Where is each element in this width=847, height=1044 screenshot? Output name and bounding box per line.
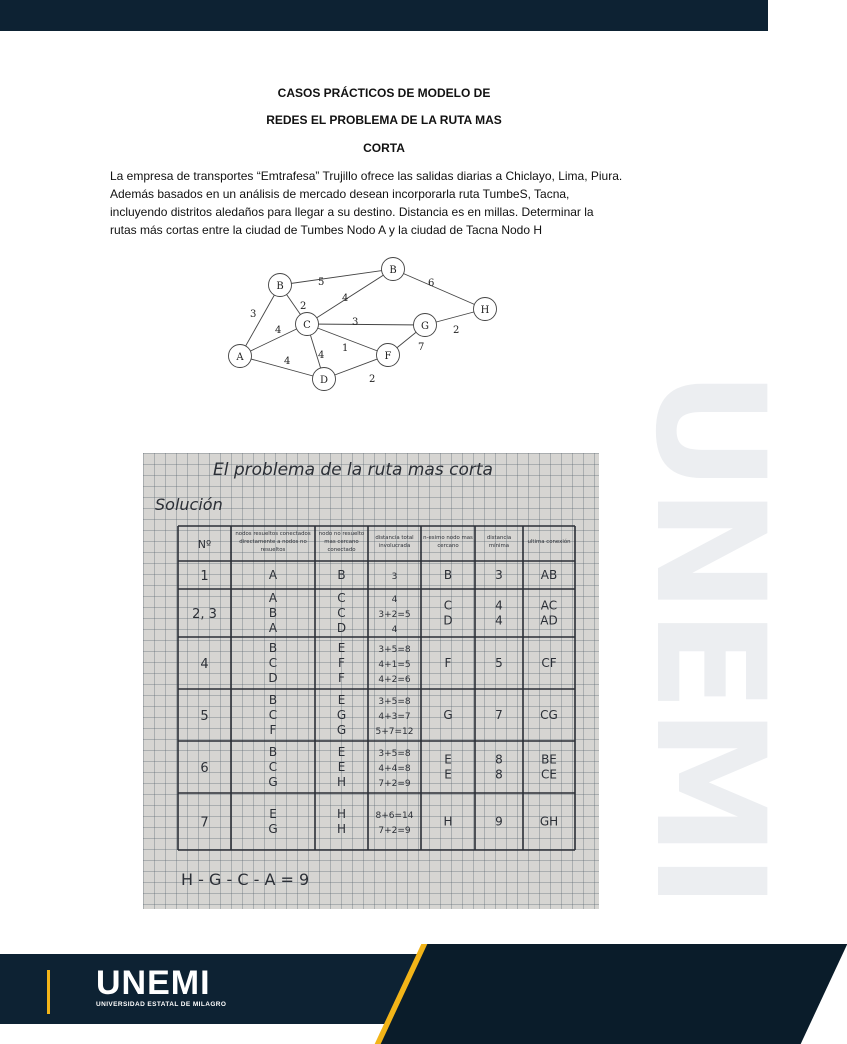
- table-cell: D: [336, 621, 347, 635]
- table-cell: G: [336, 723, 347, 737]
- table-cell: A: [268, 621, 278, 635]
- footer-dark-wedge: [381, 944, 847, 1044]
- table-cell: C: [268, 760, 278, 774]
- statement-line: La empresa de transportes “Emtrafesa” Trujillo ofrece las salidas diarias a Chiclayo, Lima, Piura.: [110, 169, 623, 183]
- table-cell: BE: [541, 752, 557, 767]
- table-header: n-esimo nodo mas cercano: [423, 535, 473, 549]
- table-cell: G: [268, 775, 278, 789]
- handwritten-solution-photo: [143, 453, 599, 909]
- table-cell: 3+2=5: [378, 610, 411, 620]
- table-cell: E: [337, 641, 346, 655]
- table-cell: 7: [495, 708, 503, 722]
- node-label-d: D: [319, 375, 329, 386]
- table-cell: 7+2=9: [378, 779, 411, 789]
- table-cell: C: [268, 708, 278, 722]
- footer-gold-line: [47, 970, 50, 1014]
- top-header-bar: [0, 0, 768, 31]
- table-cell: E: [444, 752, 452, 767]
- table-cell: C: [443, 598, 453, 613]
- table-cell: G: [443, 708, 453, 722]
- table-cell: A: [268, 591, 278, 605]
- table-cell: 4: [200, 657, 209, 672]
- table-cell: 9: [495, 814, 503, 829]
- edge-label: 4: [342, 293, 349, 304]
- unemi-watermark: [622, 370, 796, 910]
- table-cell: F: [269, 723, 277, 737]
- table-cell: B: [443, 568, 453, 582]
- table-cell: E: [269, 807, 277, 821]
- table-cell: CE: [541, 767, 557, 782]
- table-header: nodos resueltos conectados directamente a nodos no resueltos: [235, 531, 311, 553]
- table-cell: F: [444, 656, 452, 670]
- edge-label: 4: [275, 325, 282, 336]
- document-title-line-2: REDES EL PROBLEMA DE LA RUTA MAS: [266, 113, 502, 127]
- table-cell: 4: [495, 598, 503, 613]
- table-cell: 6: [200, 761, 209, 776]
- table-cell: 8+6=14: [375, 811, 414, 821]
- table-cell: CF: [541, 656, 557, 670]
- document-title-line-3: CORTA: [363, 141, 405, 155]
- table-cell: 4+1=5: [378, 660, 411, 670]
- edge-label: 4: [284, 356, 291, 367]
- handwritten-title: El problema de la ruta mas corta: [213, 460, 493, 480]
- problem-statement: [110, 167, 670, 239]
- graph-nodes: [229, 258, 497, 391]
- node-label-f: F: [384, 351, 392, 362]
- table-cell: 2, 3: [192, 607, 217, 622]
- logo-wordmark: UNEMI: [96, 964, 211, 1002]
- table-cell: 5+7=12: [375, 727, 414, 737]
- table-cell: C: [337, 591, 346, 605]
- unemi-logo: [96, 966, 226, 1008]
- edge-label: 2: [369, 374, 376, 385]
- node-label-g: G: [421, 321, 429, 332]
- table-cell: E: [444, 767, 452, 782]
- table-header: nodo no resuelto mas cercano conectado: [318, 531, 365, 553]
- handwritten-solution-drawing: [143, 453, 599, 909]
- table-cell: E: [337, 760, 346, 774]
- node-label-b: B: [276, 281, 284, 292]
- table-cell: 5: [200, 709, 209, 724]
- table-cell: AB: [540, 568, 558, 582]
- edge-label: 1: [342, 343, 349, 354]
- table-cell: E: [337, 745, 346, 759]
- table-cell: 8: [495, 752, 503, 767]
- table-header: distancia total involucrada: [375, 535, 414, 549]
- edge-label: 2: [453, 325, 460, 336]
- table-cell: AC: [540, 598, 558, 613]
- edge-label: 4: [318, 350, 325, 361]
- table-cell: 4: [495, 613, 503, 628]
- table-cell: 1: [200, 569, 209, 584]
- table-cell: 3+5=8: [378, 645, 411, 655]
- statement-line: incluyendo distritos aledaños para llegar a su destino. Distancia es en millas. Determinar la: [110, 205, 594, 219]
- table-cell: B: [268, 606, 278, 620]
- node-label-h: H: [480, 305, 490, 316]
- table-header: ultima conexión: [527, 539, 571, 545]
- document-title-line-1: CASOS PRÁCTICOS DE MODELO DE: [277, 86, 491, 100]
- table-cell: G: [268, 822, 278, 836]
- footer-bar: [0, 954, 768, 1024]
- table-cell: H: [336, 807, 347, 821]
- table-cell: 3+5=8: [378, 749, 411, 759]
- node-label-a: A: [236, 352, 244, 363]
- table-header: distancia mínima: [486, 535, 512, 549]
- table-cell: 7+2=9: [378, 826, 411, 836]
- network-graph: [220, 255, 520, 395]
- node-label-c: C: [303, 320, 311, 331]
- table-cell: 5: [495, 656, 503, 670]
- statement-line: rutas más cortas entre la ciudad de Tumbes Nodo A y la ciudad de Tacna Nodo H: [110, 223, 543, 237]
- table-cell: E: [337, 693, 346, 707]
- table-cell: 7: [200, 815, 209, 831]
- table-cell: F: [338, 671, 345, 685]
- table-cell: 4: [391, 625, 398, 635]
- table-cell: 3: [391, 572, 398, 582]
- table-cell: C: [337, 606, 346, 620]
- table-cell: H: [336, 775, 347, 789]
- table-cell: AD: [540, 613, 558, 628]
- table-cell: Nº: [197, 538, 212, 551]
- edge-label: 7: [418, 342, 425, 353]
- watermark-text: UNEMI: [622, 370, 796, 905]
- table-cell: 3+5=8: [378, 697, 411, 707]
- table-cell: D: [268, 671, 278, 685]
- table-cell: 4+2=6: [378, 675, 411, 685]
- table-cell: 8: [495, 767, 503, 782]
- table-cell: C: [268, 656, 278, 670]
- table-cell: 3: [495, 568, 503, 582]
- table-cell: H: [336, 822, 347, 836]
- edge-label: 3: [352, 317, 359, 328]
- statement-line: Además basados en un análisis de mercado desean incorporarla ruta TumbeS, Tacna,: [110, 187, 570, 201]
- table-cell: 4+4=8: [378, 764, 411, 774]
- table-cell: H: [443, 814, 453, 829]
- table-cell: 4: [391, 595, 398, 605]
- solution-table: [178, 526, 575, 850]
- solution-answer: H - G - C - A = 9: [181, 870, 310, 889]
- node-label-e: B: [389, 265, 397, 276]
- table-cell: A: [268, 568, 278, 582]
- table-cell: CG: [540, 708, 558, 722]
- table-cell: G: [336, 708, 347, 722]
- table-cell: 4+3=7: [378, 712, 411, 722]
- table-cell: B: [337, 568, 346, 582]
- table-cell: D: [443, 613, 453, 628]
- table-cell: GH: [539, 814, 559, 829]
- edge-label: 3: [250, 309, 257, 320]
- table-cell: B: [268, 641, 278, 655]
- edge-label: 2: [300, 301, 307, 312]
- table-cell: B: [268, 745, 278, 759]
- logo-subtitle: UNIVERSIDAD ESTATAL DE MILAGRO: [96, 1001, 227, 1008]
- edge-label: 5: [318, 277, 325, 288]
- solution-label: Solución: [155, 495, 223, 514]
- edge-label: 6: [428, 278, 435, 289]
- table-cell: B: [268, 693, 278, 707]
- table-cell: F: [338, 656, 345, 670]
